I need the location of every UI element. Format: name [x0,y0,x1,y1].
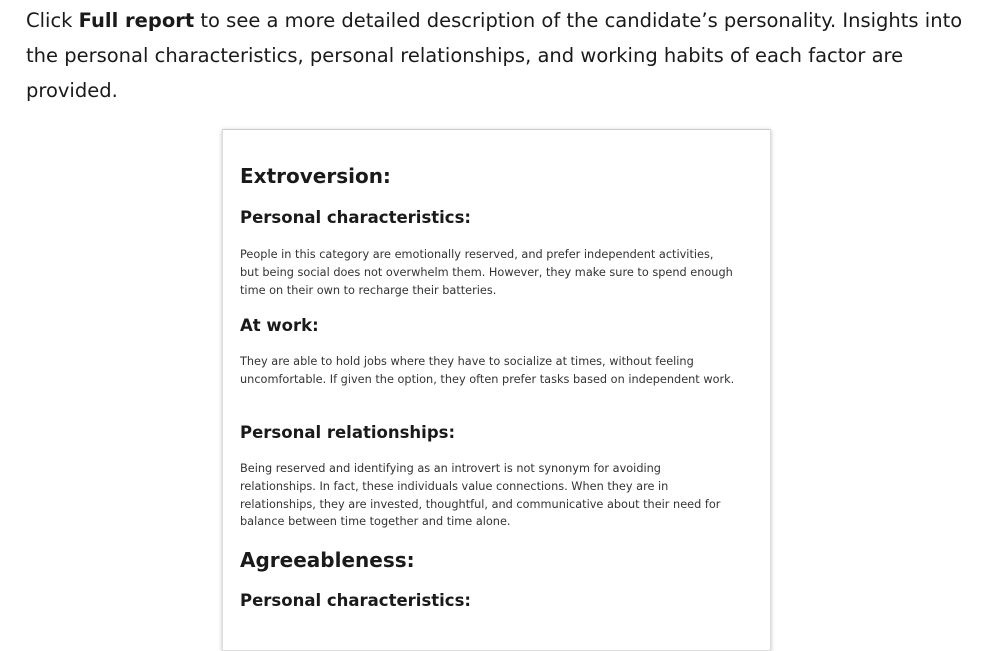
extroversion-at-work-text: They are able to hold jobs where they have to socialize at times, without feeling uncomfortable. If given the option, they often prefer tasks based on independent work. [240,355,735,386]
agreeableness-title: Agreeableness: [240,548,415,572]
extroversion-relationships-text: Being reserved and identifying as an introvert is not synonym for avoiding relationships. In fact, these individuals value connections. When they are in relationships, they are invested, thoughtful, and communicative about their need for balance between time together and time alone. [240,462,721,529]
extroversion-personal-characteristics-heading: Personal characteristics: [240,208,472,227]
extroversion-relationships-heading: Personal relationships: [240,423,456,442]
full-report-preview [222,129,771,651]
intro-paragraph [26,3,986,108]
agreeableness-personal-characteristics-heading: Personal characteristics: [240,591,472,610]
full-report-label: Full report [78,9,195,32]
intro-prefix: Click [26,9,79,32]
intro-suffix: to see a more detailed description of the candidate’s personality. Insights into the personal characteristics, personal relationships, and working habits of each factor are provided. [26,9,963,102]
extroversion-title: Extroversion: [240,164,391,188]
extroversion-at-work-heading: At work: [240,316,319,335]
extroversion-personal-characteristics-text: People in this category are emotionally reserved, and prefer independent activities, but being social does not overwhelm them. However, they make sure to spend enough time on their own to recharge their batteries. [240,248,733,297]
